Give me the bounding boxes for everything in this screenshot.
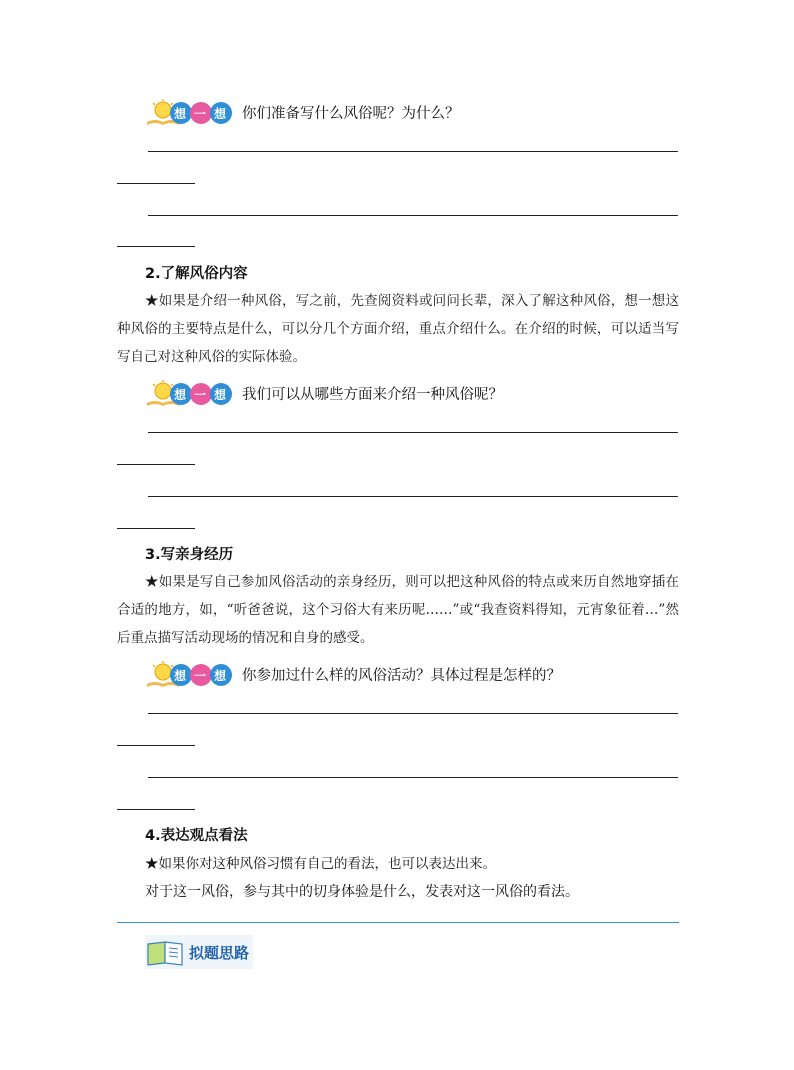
badge-char: 想 xyxy=(214,388,227,402)
badge-char: 一 xyxy=(194,107,207,121)
answer-line[interactable] xyxy=(117,809,195,810)
section-paragraph: 对于这一风俗，参与其中的切身体验是什么，发表对这一风俗的看法。 xyxy=(145,884,579,900)
think-badge xyxy=(145,660,233,690)
think-badge xyxy=(145,98,233,128)
answer-line[interactable] xyxy=(148,777,678,778)
section-paragraph: ★如果你对这种风俗习惯有自己的看法，也可以表达出来。 xyxy=(145,856,496,872)
answer-line[interactable] xyxy=(117,183,195,184)
badge-char: 想 xyxy=(174,388,187,402)
answer-line[interactable] xyxy=(148,432,678,433)
question-1: 你们准备写什么风俗呢？为什么？ xyxy=(242,106,460,122)
answer-line[interactable] xyxy=(117,246,195,247)
answer-line[interactable] xyxy=(148,215,678,216)
answer-line[interactable] xyxy=(148,496,678,497)
section-tag-label: 拟题思路 xyxy=(189,944,250,962)
badge-char: 一 xyxy=(194,388,207,402)
question-3: 你参加过什么样的风俗活动？具体过程是怎样的？ xyxy=(242,668,561,684)
section-heading: 3.写亲身经历 xyxy=(145,547,234,563)
question-2: 我们可以从哪些方面来介绍一种风俗呢？ xyxy=(242,387,503,403)
answer-line[interactable] xyxy=(117,528,195,529)
answer-line[interactable] xyxy=(117,745,195,746)
badge-char: 想 xyxy=(214,107,227,121)
section-heading: 2.了解风俗内容 xyxy=(145,266,248,282)
answer-line[interactable] xyxy=(117,464,195,465)
badge-char: 一 xyxy=(194,669,207,683)
section-paragraph: ★如果是介绍一种风俗，写之前，先查阅资料或问问长辈，深入了解这种风俗，想一想这种风俗的主要特点是什么，可以分几个方面介绍，重点介绍什么。在介绍的时候，可以适当写写自己对这种风俗的实际体验。 xyxy=(117,293,679,365)
think-badge xyxy=(145,379,233,409)
badge-char: 想 xyxy=(214,669,227,683)
section-paragraph: ★如果是写自己参加风俗活动的亲身经历，则可以把这种风俗的特点或来历自然地穿插在合适的地方，如，“听爸爸说，这个习俗大有来历呢……”或“我查资料得知，元宵象征着…”然后重点描写活动现场的情况和自身的感受。 xyxy=(117,574,679,646)
badge-char: 想 xyxy=(174,107,187,121)
badge-char: 想 xyxy=(174,669,187,683)
section-tag xyxy=(145,935,253,969)
answer-line[interactable] xyxy=(148,151,678,152)
section-heading: 4.表达观点看法 xyxy=(145,828,248,844)
section-divider xyxy=(117,922,679,923)
answer-line[interactable] xyxy=(148,713,678,714)
